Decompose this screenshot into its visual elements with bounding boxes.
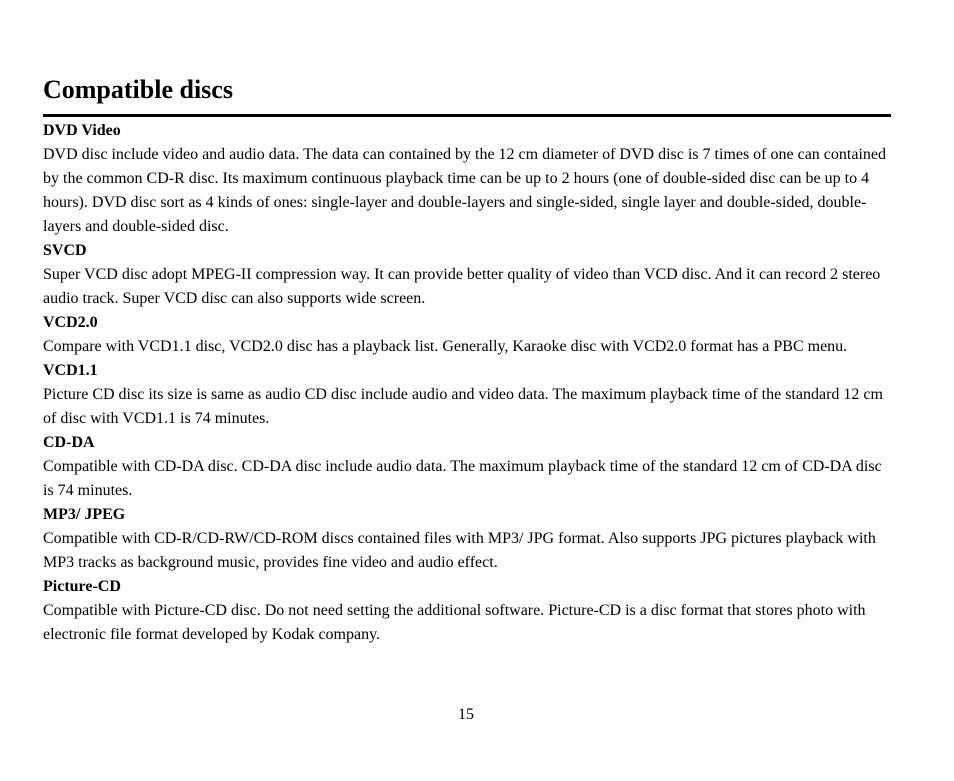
section-heading: VCD2.0 [43, 314, 98, 331]
section-dvd-video [43, 119, 891, 239]
section-body: Compatible with CD-DA disc. CD-DA disc include audio data. The maximum playback time of the standard 12 cm of CD-DA disc is 74 minutes. [43, 458, 882, 499]
section-heading: VCD1.1 [43, 362, 98, 379]
page-number: 15 [458, 706, 474, 723]
document-page [43, 74, 891, 647]
section-heading: MP3/ JPEG [43, 506, 126, 523]
section-body: DVD disc include video and audio data. The data can contained by the 12 cm diameter of DVD disc is 7 times of one can contained by the common CD-R disc. Its maximum continuous playback time can be up to 2 hours (one of double-sided disc can be up to 4 hours). DVD disc sort as 4 kinds of ones: single-layer and double-layers and single-sided, single layer and double-sided, double-layers and double-sided disc. [43, 146, 886, 235]
section-vcd1 [43, 359, 891, 431]
section-mp3-jpeg [43, 503, 891, 575]
section-body: Super VCD disc adopt MPEG-II compression way. It can provide better quality of video than VCD disc. And it can record 2 stereo audio track. Super VCD disc can also supports wide screen. [43, 266, 881, 307]
section-heading: SVCD [43, 242, 87, 259]
section-svcd [43, 239, 891, 311]
section-body: Compatible with Picture-CD disc. Do not need setting the additional software. Picture-CD is a disc format that stores photo with electronic file format developed by Kodak company. [43, 602, 866, 643]
section-body: Compare with VCD1.1 disc, VCD2.0 disc has a playback list. Generally, Karaoke disc with VCD2.0 format has a PBC menu. [43, 338, 848, 355]
section-body: Picture CD disc its size is same as audio CD disc include audio and video data. The maximum playback time of the standard 12 cm of disc with VCD1.1 is 74 minutes. [43, 386, 883, 427]
section-body: Compatible with CD-R/CD-RW/CD-ROM discs contained files with MP3/ JPG format. Also supports JPG pictures playback with MP3 tracks as background music, provides fine video and audio effect. [43, 530, 876, 571]
section-cd-da [43, 431, 891, 503]
section-heading: Picture-CD [43, 578, 121, 595]
section-picture-cd [43, 575, 891, 647]
section-heading: DVD Video [43, 122, 121, 139]
section-heading: CD-DA [43, 434, 95, 451]
page-title: Compatible discs [43, 74, 891, 117]
disc-sections [43, 119, 891, 647]
section-vcd2 [43, 311, 891, 359]
